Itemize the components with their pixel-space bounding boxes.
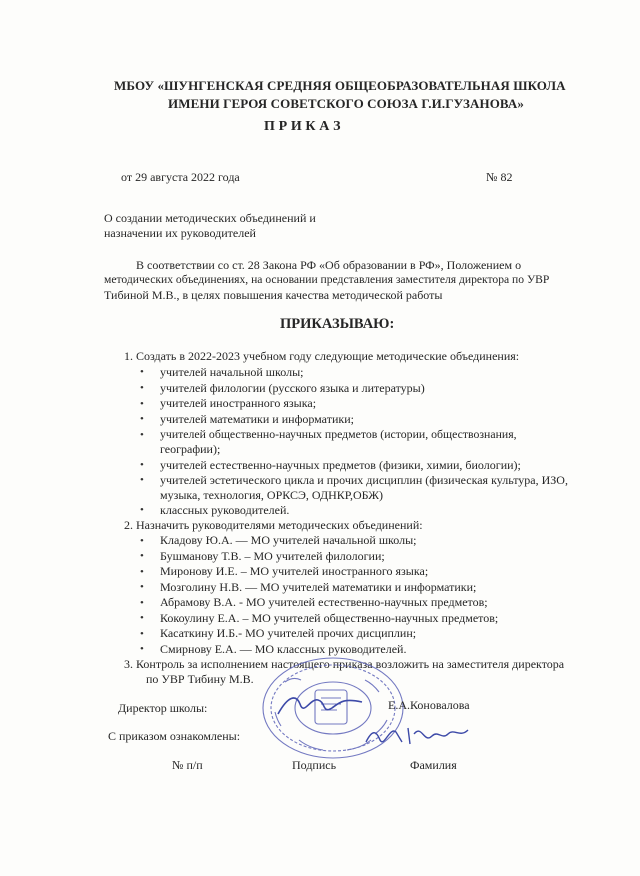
item2-bullet: Мозголину Н.В. — МО учителей математики и информатики; xyxy=(160,580,477,594)
bullet-icon: • xyxy=(140,429,144,441)
subject-line1: О создании методических объединений и xyxy=(104,211,316,225)
preamble-line1: В соответствии со ст. 28 Закона РФ «Об образовании в РФ», Положением о xyxy=(136,258,522,272)
bullet-icon: • xyxy=(140,550,144,562)
director-role: Директор школы: xyxy=(118,701,208,715)
bullet-icon: • xyxy=(140,597,144,609)
bullet-icon: • xyxy=(140,566,144,578)
table-header-number: № п/п xyxy=(172,758,203,772)
school-name-line2: ИМЕНИ ГЕРОЯ СОВЕТСКОГО СОЮЗА Г.И.ГУЗАНОВА» xyxy=(168,96,524,111)
item1-bullet: учителей иностранного языка; xyxy=(160,396,317,410)
staff-signature xyxy=(362,720,472,750)
bullet-icon: • xyxy=(140,504,144,516)
director-signature xyxy=(270,690,370,722)
bullet-icon: • xyxy=(140,459,144,471)
bullet-icon: • xyxy=(140,628,144,640)
preamble-line2: методических объединениях, на основании представления заместителя директора по УВР xyxy=(104,273,550,286)
item1-bullet: учителей естественно-научных предметов (физики, химии, биологии); xyxy=(160,458,521,472)
table-header-surname: Фамилия xyxy=(410,758,457,772)
item2-bullet: Бушманову Т.В. – МО учителей филологии; xyxy=(160,549,385,563)
subject-line2: назначении их руководителей xyxy=(104,226,256,240)
director-name: Е.А.Коновалова xyxy=(388,698,470,712)
item3-line2: по УВР Тибину М.В. xyxy=(146,672,254,686)
item1-bullet: учителей математики и информатики; xyxy=(160,412,354,426)
table-header-signature: Подпись xyxy=(292,758,337,772)
bullet-icon: • xyxy=(140,535,144,547)
order-number: № 82 xyxy=(486,170,513,184)
item2-bullet: Кладову Ю.А. — МО учителей начальной школы; xyxy=(160,533,417,547)
item1-bullet: классных руководителей. xyxy=(160,503,290,517)
document-type: П Р И К А З xyxy=(264,119,341,134)
order-heading: ПРИКАЗЫВАЮ: xyxy=(280,316,395,332)
item1-bullet-continuation: музыка, технология, ОРКСЭ, ОДНКР,ОБЖ) xyxy=(160,488,383,502)
item2-title: 2. Назначить руководителями методических объединений: xyxy=(124,518,423,532)
item2-bullet: Абрамову В.А. - МО учителей естественно-научных предметов; xyxy=(160,595,488,609)
order-date: от 29 августа 2022 года xyxy=(121,170,240,184)
acquaint-label: С приказом ознакомлены: xyxy=(108,729,241,743)
preamble-line3: Тибиной М.В., в целях повышения качества методической работы xyxy=(104,288,443,302)
bullet-icon: • xyxy=(140,612,144,624)
item2-bullet: Касаткину И.Б.- МО учителей прочих дисциплин; xyxy=(160,626,417,640)
bullet-icon: • xyxy=(140,398,144,410)
item1-bullet: учителей общественно-научных предметов (истории, обществознания, xyxy=(160,427,517,441)
bullet-icon: • xyxy=(140,643,144,655)
bullet-icon: • xyxy=(140,474,144,486)
bullet-icon: • xyxy=(140,581,144,593)
item2-bullet: Смирнову Е.А. — МО классных руководителей. xyxy=(160,642,407,656)
item1-bullet: учителей филологии (русского языка и литературы) xyxy=(160,381,425,395)
item1-bullet: учителей эстетического цикла и прочих дисциплин (физическая культура, ИЗО, xyxy=(160,473,568,487)
bullet-icon: • xyxy=(140,366,144,378)
bullet-icon: • xyxy=(140,382,144,394)
school-name-line1: МБОУ «ШУНГЕНСКАЯ СРЕДНЯЯ ОБЩЕОБРАЗОВАТЕЛЬНАЯ ШКОЛА xyxy=(114,78,566,93)
item2-bullet: Миронову И.Е. – МО учителей иностранного языка; xyxy=(160,564,429,578)
item1-bullet-continuation: географии); xyxy=(160,442,221,456)
item2-bullet: Кокоулину Е.А. – МО учителей общественно-научных предметов; xyxy=(160,611,499,625)
item1-title: 1. Создать в 2022-2023 учебном году следующие методические объединения: xyxy=(124,349,520,363)
item1-bullet: учителей начальной школы; xyxy=(160,365,304,379)
bullet-icon: • xyxy=(140,413,144,425)
item3-line1: 3. Контроль за исполнением настоящего приказа возложить на заместителя директора xyxy=(124,657,565,671)
